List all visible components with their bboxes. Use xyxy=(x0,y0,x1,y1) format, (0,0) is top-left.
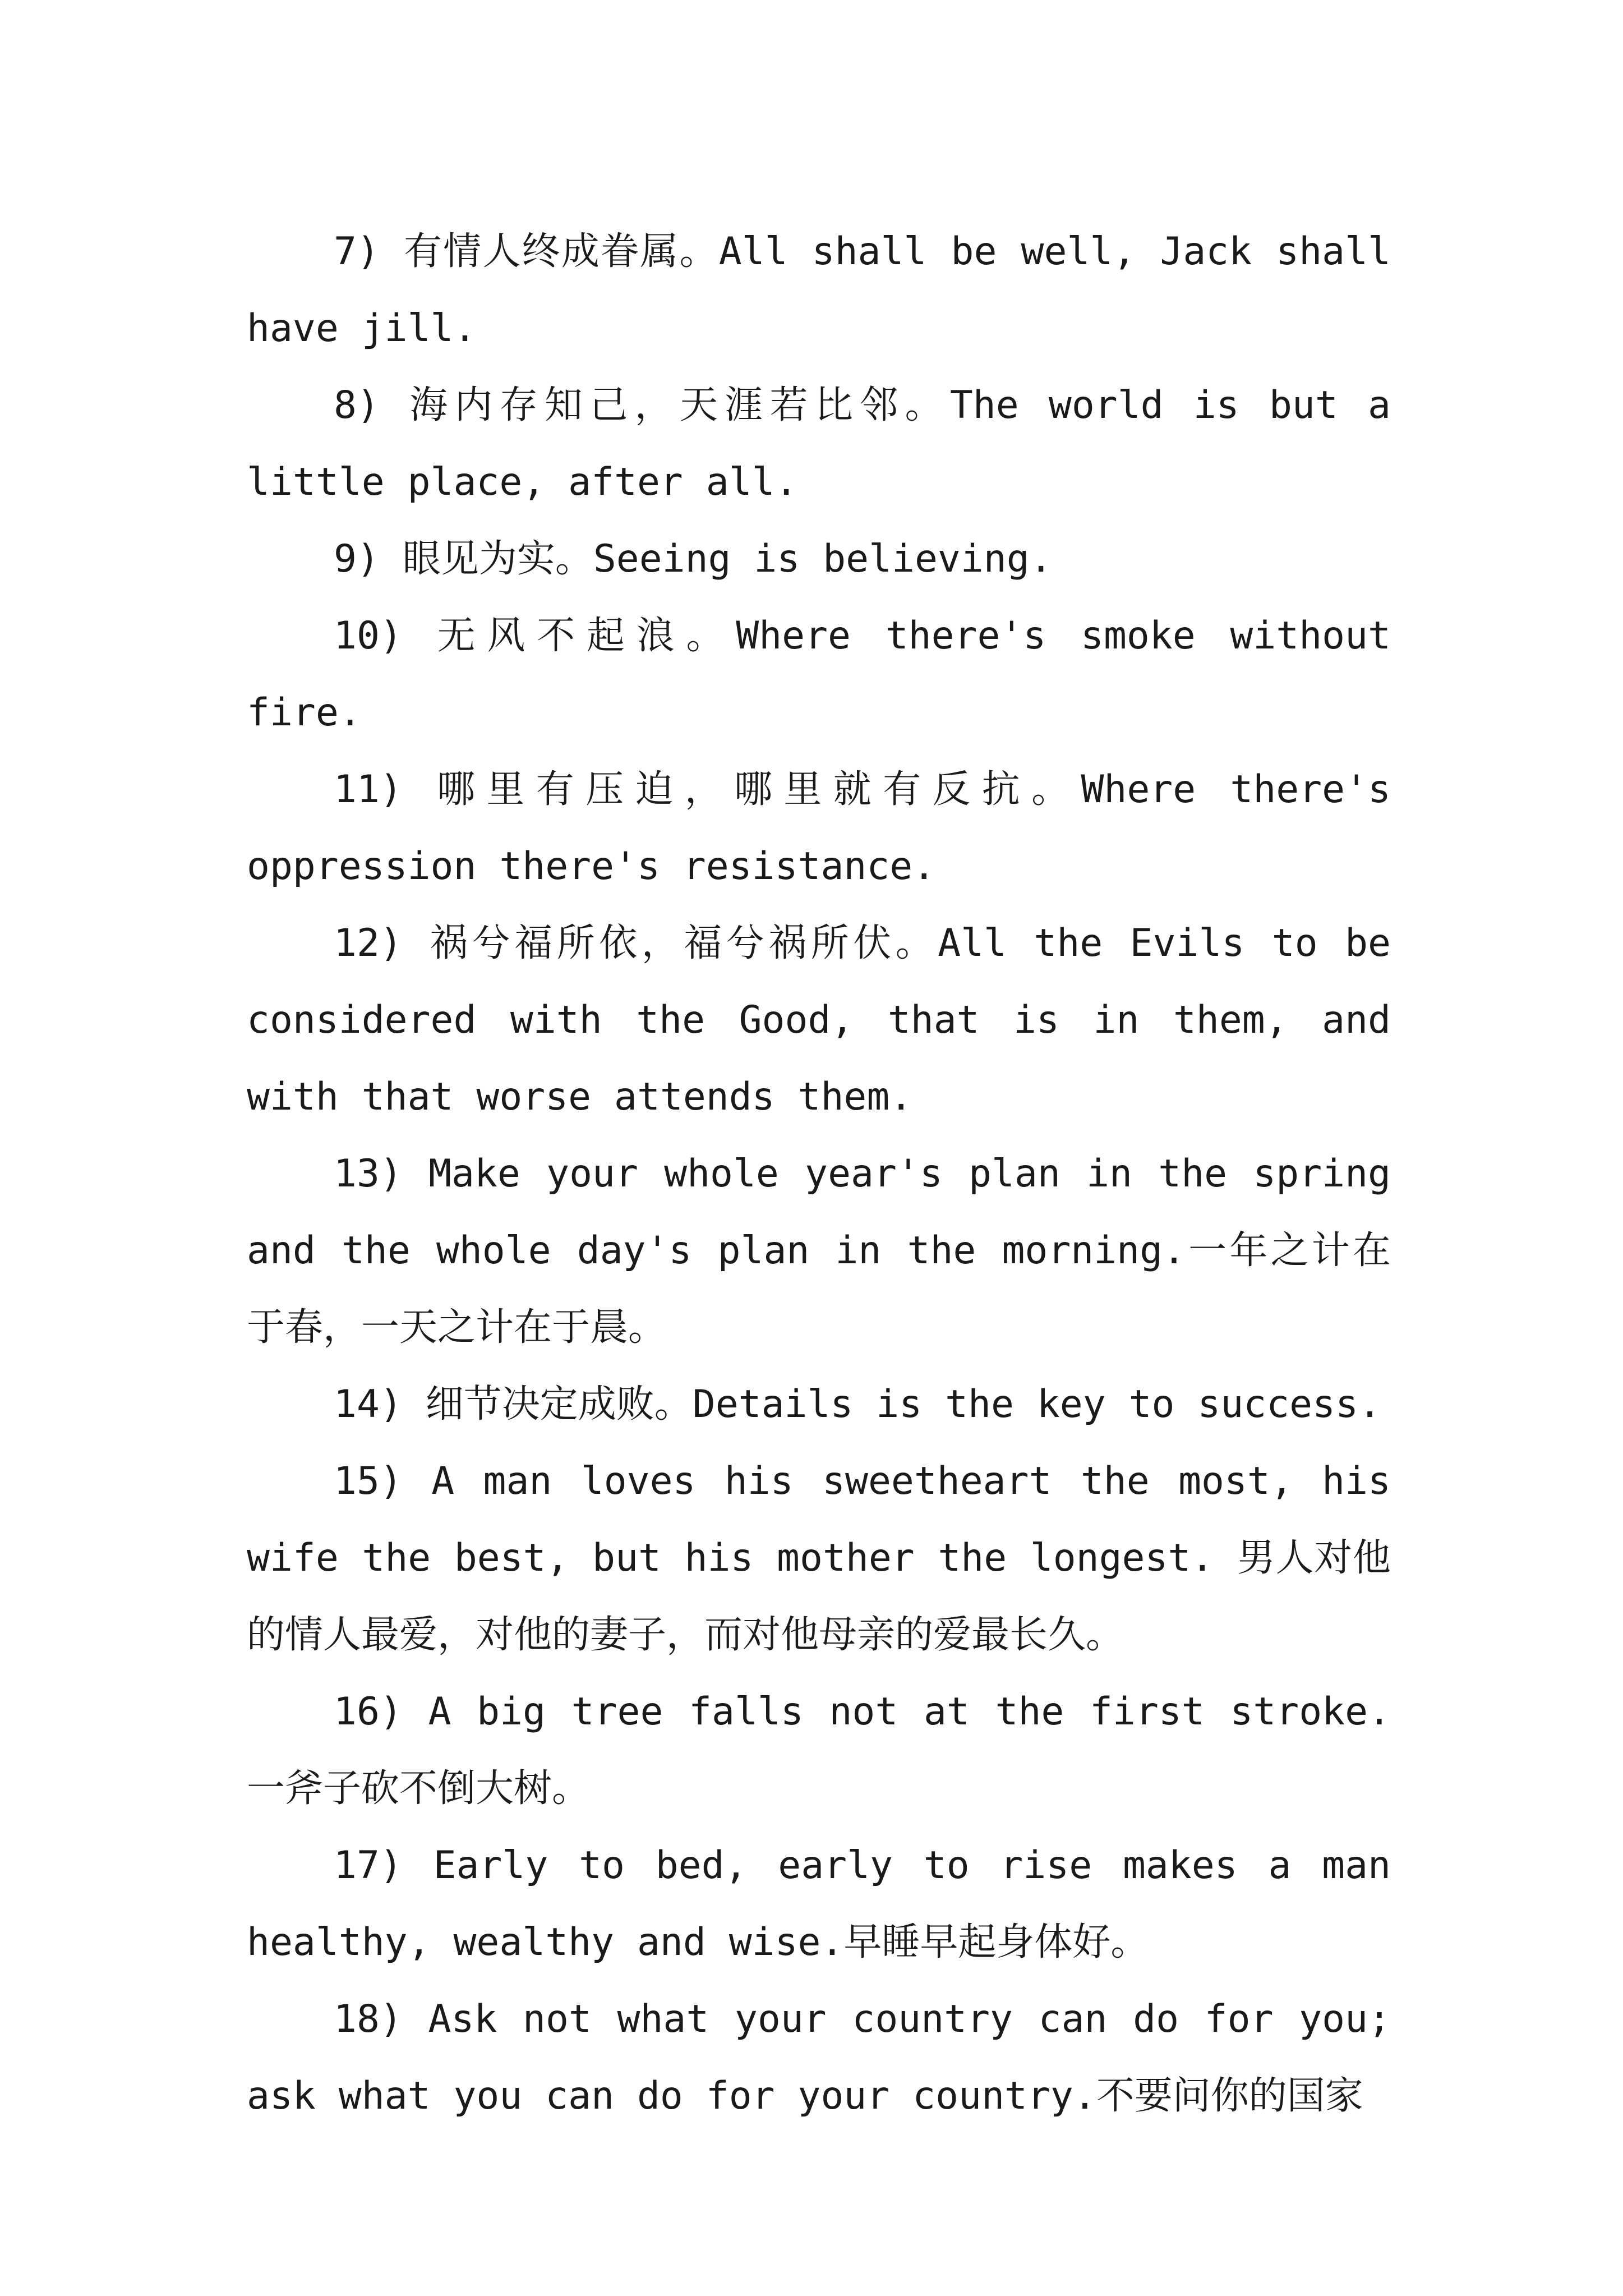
proverb-10: 10) 无风不起浪。Where there's smoke without fire. xyxy=(247,614,1391,735)
proverb-18: 18) Ask not what your country can do for you; ask what you can do for your country.不要问你的国家 xyxy=(247,1997,1391,2118)
proverb-7: 7) 有情人终成眷属。All shall be well, Jack shall have jill. xyxy=(247,229,1391,351)
proverb-13: 13) Make your whole year's plan in the spring and the whole day's plan in the morning.一年之计在于春，一天之计在于晨。 xyxy=(247,1152,1391,1350)
proverb-list xyxy=(247,213,1391,2134)
proverb-12: 12) 祸兮福所依，福兮祸所伏。All the Evils to be considered with the Good, that is in them, and with that worse attends them. xyxy=(247,921,1391,1119)
proverb-15: 15) A man loves his sweetheart the most, his wife the best, but his mother the longest. 男人对他的情人最爱，对他的妻子，而对他母亲的爱最长久。 xyxy=(247,1459,1391,1657)
proverb-8: 8) 海内存知己，天涯若比邻。The world is but a little place, after all. xyxy=(247,383,1391,504)
proverb-11: 11) 哪里有压迫，哪里就有反抗。Where there's oppression there's resistance. xyxy=(247,767,1391,889)
proverb-16: 16) A big tree falls not at the first stroke. 一斧子砍不倒大树。 xyxy=(247,1690,1391,1811)
proverb-17: 17) Early to bed, early to rise makes a man healthy, wealthy and wise.早睡早起身体好。 xyxy=(247,1843,1391,1964)
proverb-9: 9) 眼见为实。Seeing is believing. xyxy=(334,537,1053,581)
proverb-14: 14) 细节决定成败。Details is the key to success. xyxy=(334,1382,1381,1427)
